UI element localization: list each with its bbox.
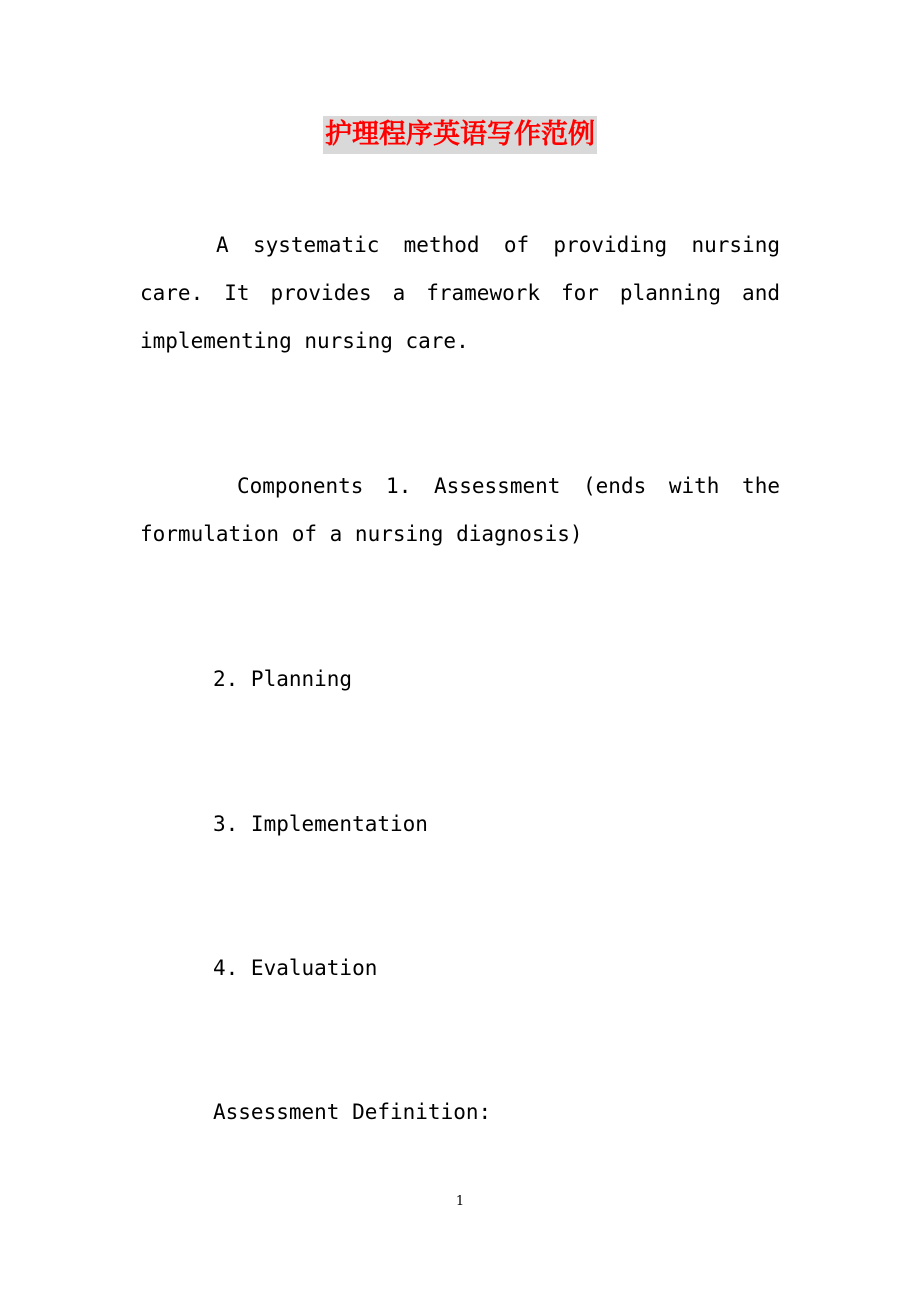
page-number: 1 <box>455 1194 465 1209</box>
title-container <box>0 116 920 154</box>
components-paragraph: Components 1. Assessment (ends with the formulation of a nursing diagnosis) <box>140 474 780 546</box>
assessment-definition-heading: Assessment Definition: <box>213 1100 492 1124</box>
list-item-evaluation: 4. Evaluation <box>213 956 378 980</box>
document-title: 护理程序英语写作范例 <box>323 116 597 154</box>
intro-paragraph: A systematic method of providing nursing care. It provides a framework for planning and implementing nursing care. <box>140 233 780 353</box>
list-item-planning: 2. Planning <box>213 667 353 691</box>
list-item-implementation: 3. Implementation <box>213 812 428 836</box>
